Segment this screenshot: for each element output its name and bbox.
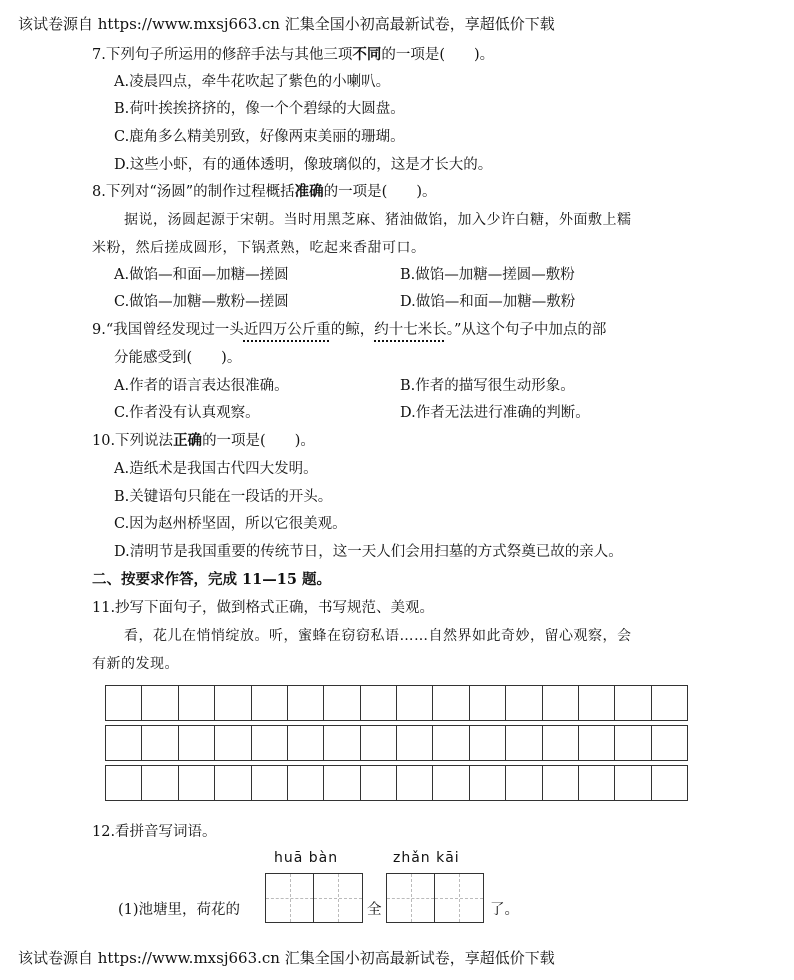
question-9-option-b: B.作者的描写很生动形象。: [400, 378, 575, 394]
question-10-stem-pre: 10.下列说法: [92, 433, 174, 449]
question-12-stem: 12.看拼音写词语。: [92, 824, 217, 840]
question-10-option-a: A.造纸术是我国古代四大发明。: [114, 461, 318, 477]
footer-source-note: 该试卷源自 https://www.mxsj663.cn 汇集全国小初高最新试卷，享超低价下载: [18, 949, 555, 967]
question-8-stem-post: 的一项是( )。: [323, 184, 437, 200]
answer-box-2[interactable]: [386, 873, 484, 923]
question-10-option-c: C.因为赵州桥坚固，所以它很美观。: [114, 516, 347, 532]
question-9-dotted-phrase-1: 近四万公斤重: [243, 322, 331, 338]
question-12-sentence-mid: 全: [367, 902, 382, 918]
question-7-stem-bold: 不同: [352, 46, 382, 63]
question-11-passage-line-2: 有新的发现。: [92, 656, 179, 672]
question-8-option-a: A.做馅—和面—加糖—搓圆: [114, 267, 289, 283]
question-9-stem-post: 。”从这个句子中加点的部: [446, 322, 607, 338]
question-7-stem-pre: 7.下列句子所运用的修辞手法与其他三项: [92, 47, 353, 63]
question-8-stem-pre: 8.下列对“汤圆”的制作过程概括: [92, 184, 295, 200]
pinyin-2: zhǎn kāi: [393, 850, 460, 866]
question-8-option-b: B.做馅—加糖—搓圆—敷粉: [400, 267, 575, 283]
question-7-option-d: D.这些小虾，有的通体透明，像玻璃似的，这是才长大的。: [114, 157, 493, 173]
question-9-stem-mid: 的鲸，: [330, 322, 375, 338]
question-8-stem: [92, 182, 437, 202]
writing-grid-row-3[interactable]: [105, 765, 688, 801]
question-7-option-b: B.荷叶挨挨挤挤的，像一个个碧绿的大圆盘。: [114, 101, 405, 117]
section-2-heading: 二、按要求作答，完成 11—15 题。: [92, 571, 331, 588]
question-12-sentence-pre: (1)池塘里，荷花的: [118, 902, 241, 918]
question-7-option-c: C.鹿角多么精美别致，好像两束美丽的珊瑚。: [114, 129, 405, 145]
question-10-option-b: B.关键语句只能在一段话的开头。: [114, 489, 333, 505]
question-9-stem-pre: 9.“我国曾经发现过一头: [92, 322, 244, 338]
question-8-option-d: D.做馅—和面—加糖—敷粉: [400, 294, 576, 310]
question-7-stem-post: 的一项是( )。: [381, 47, 495, 63]
question-7-option-a: A.凌晨四点，牵牛花吹起了紫色的小喇叭。: [114, 74, 391, 90]
question-10-stem-bold: 正确: [173, 432, 203, 449]
writing-grid-row-2[interactable]: [105, 725, 688, 761]
header-source-note: 该试卷源自 https://www.mxsj663.cn 汇集全国小初高最新试卷，享超低价下载: [18, 15, 555, 33]
question-11-passage-line-1: 看，花儿在悄悄绽放。听，蜜蜂在窃窃私语……自然界如此奇妙，留心观察，会: [124, 628, 632, 644]
question-9-stem: [92, 320, 606, 340]
question-9-option-d: D.作者无法进行准确的判断。: [400, 405, 590, 421]
question-9-stem-line-2: 分能感受到( )。: [114, 350, 242, 366]
question-8-passage-line-1: 据说，汤圆起源于宋朝。当时用黑芝麻、猪油做馅，加入少许白糖，外面敷上糯: [124, 212, 632, 228]
question-10-stem: [92, 431, 315, 451]
question-9-option-c: C.作者没有认真观察。: [114, 405, 260, 421]
writing-grid-row-1[interactable]: [105, 685, 688, 721]
question-10-option-d: D.清明节是我国重要的传统节日，这一天人们会用扫墓的方式祭奠已故的亲人。: [114, 544, 623, 560]
question-9-dotted-phrase-2: 约十七米长: [374, 322, 447, 338]
question-9-option-a: A.作者的语言表达很准确。: [114, 378, 289, 394]
question-8-option-c: C.做馅—加糖—敷粉—搓圆: [114, 294, 289, 310]
question-11-stem: 11.抄写下面句子，做到格式正确，书写规范、美观。: [92, 600, 435, 616]
question-7-stem: [92, 45, 494, 65]
question-12-sentence-post: 了。: [490, 902, 519, 918]
answer-box-1[interactable]: [265, 873, 363, 923]
pinyin-1: huā bàn: [274, 850, 339, 866]
question-8-stem-bold: 准确: [294, 183, 324, 200]
question-8-passage-line-2: 米粉，然后搓成圆形，下锅煮熟，吃起来香甜可口。: [92, 240, 426, 256]
question-10-stem-post: 的一项是( )。: [202, 433, 315, 449]
